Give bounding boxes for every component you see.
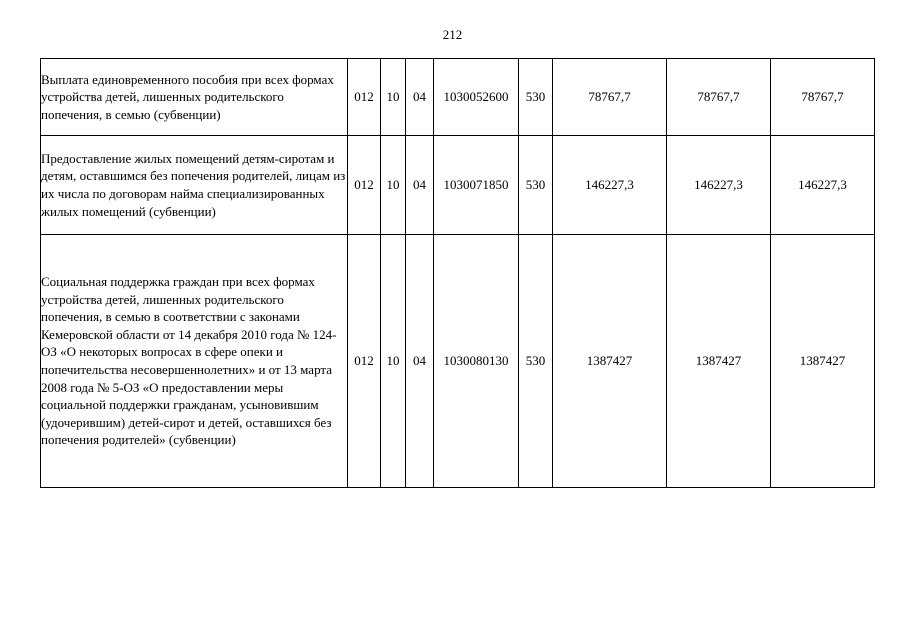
row-description: Предоставление жилых помещений детям-сиротам и детям, оставшимся без попечения родителей, лицам из их числа по договорам найма специализированных жилых помещений (субвенции) (41, 136, 348, 235)
amount-year-2: 1387427 (667, 235, 771, 488)
table-row (41, 59, 875, 136)
amount-year-1: 146227,3 (553, 136, 667, 235)
amount-year-1: 78767,7 (553, 59, 667, 136)
page-number: 212 (442, 27, 463, 42)
section-code: 10 (381, 235, 406, 488)
table-row (41, 235, 875, 488)
row-description: Социальная поддержка граждан при всех формах устройства детей, лишенных родительского попечения, в семью в соответствии с законами Кемеровской области от 14 декабря 2010 года № 124-ОЗ «О некоторых вопросах в сфере опеки и попечительства несовершеннолетних» и от 13 марта 2008 года № 5-ОЗ «О предоставлении меры социальной поддержки гражданам, усыновившим (удочерившим) детей-сирот и детей, оставшихся без попечения родителей» (субвенции) (41, 235, 348, 488)
row-description: Выплата единовременного пособия при всех формах устройства детей, лишенных родительского попечения, в семью (субвенции) (41, 59, 348, 136)
amount-year-3: 146227,3 (771, 136, 875, 235)
amount-year-2: 146227,3 (667, 136, 771, 235)
amount-year-3: 78767,7 (771, 59, 875, 136)
budget-table (40, 58, 875, 488)
subsection-code: 04 (406, 59, 434, 136)
expense-type-code: 530 (519, 59, 553, 136)
subsection-code: 04 (406, 136, 434, 235)
subsection-code: 04 (406, 235, 434, 488)
section-code: 10 (381, 136, 406, 235)
ved-code: 012 (348, 235, 381, 488)
section-code: 10 (381, 59, 406, 136)
ved-code: 012 (348, 136, 381, 235)
target-article-code: 1030080130 (434, 235, 519, 488)
ved-code: 012 (348, 59, 381, 136)
expense-type-code: 530 (519, 136, 553, 235)
amount-year-1: 1387427 (553, 235, 667, 488)
table-row (41, 136, 875, 235)
amount-year-2: 78767,7 (667, 59, 771, 136)
target-article-code: 1030052600 (434, 59, 519, 136)
expense-type-code: 530 (519, 235, 553, 488)
target-article-code: 1030071850 (434, 136, 519, 235)
amount-year-3: 1387427 (771, 235, 875, 488)
